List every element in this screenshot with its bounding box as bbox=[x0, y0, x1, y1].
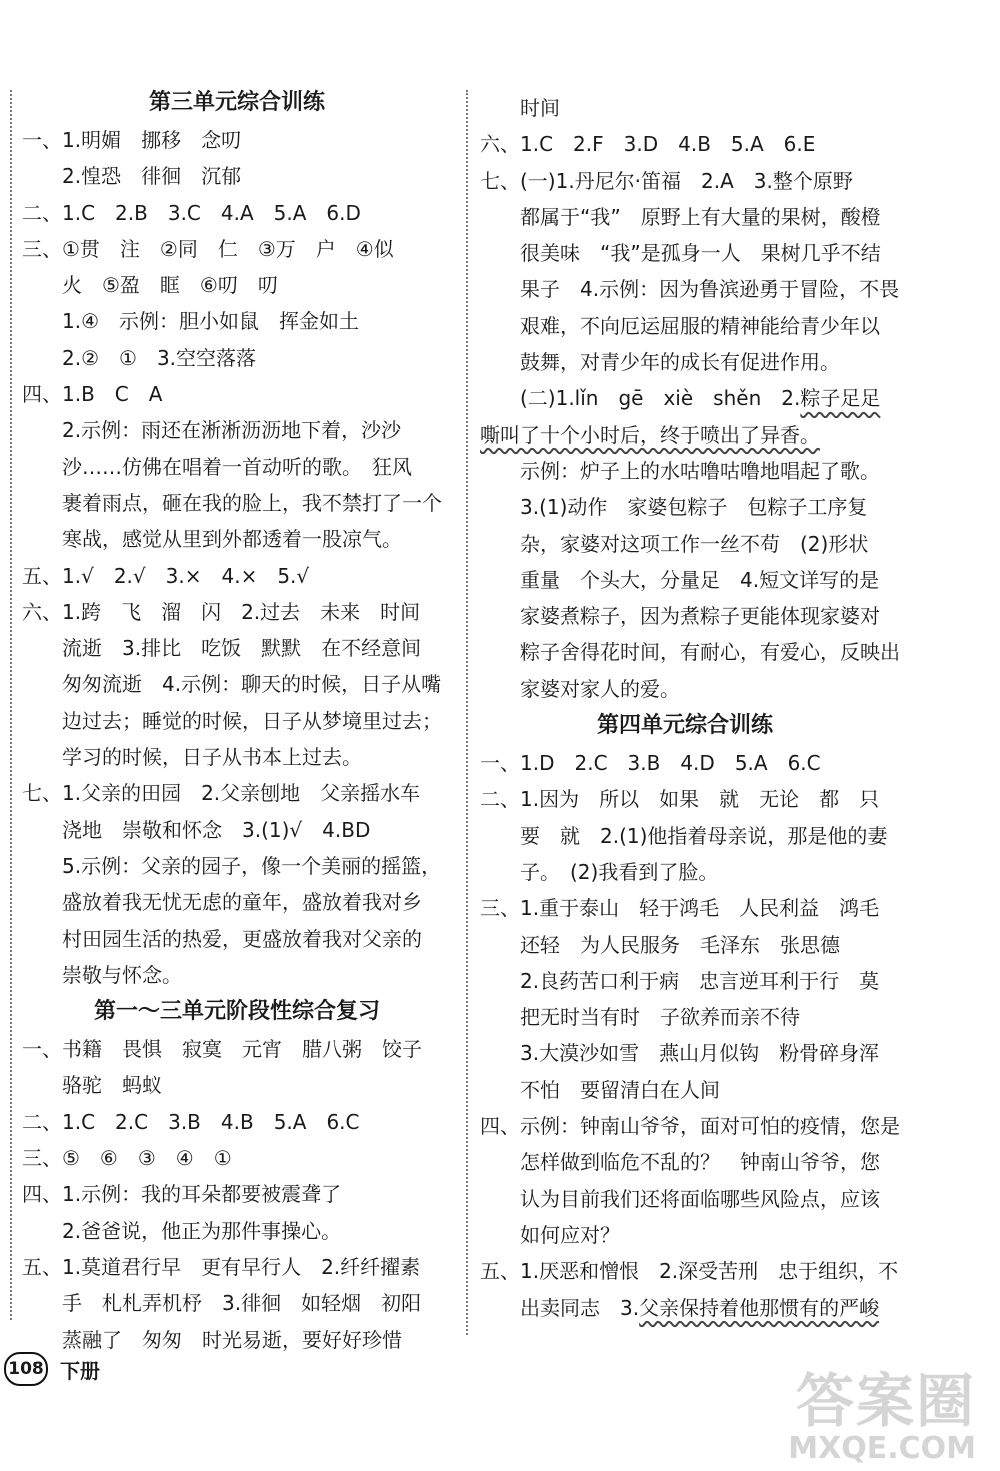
answer-line: 沙……仿佛在唱着一首动听的歌。 狂风 bbox=[22, 454, 412, 479]
answer-line: 艰难，不向厄运屈服的精神能给青少年以 bbox=[480, 313, 880, 338]
answer-line: 5.示例：父亲的园子，像一个美丽的摇篮， bbox=[22, 853, 442, 878]
left-column bbox=[22, 84, 452, 1358]
watermark-sub: MXQE.COM bbox=[788, 1431, 976, 1466]
unit3-answers bbox=[22, 122, 452, 993]
answer-line: 边过去；睡觉的时候，日子从梦境里过去； bbox=[22, 708, 442, 733]
answer-line: 认为目前我们还将面临哪些风险点，应该 bbox=[480, 1186, 880, 1211]
answer-line: 2.良药苦口利于病 忠言逆耳利于行 莫 bbox=[480, 968, 880, 993]
answer-line: 还轻 为人民服务 毛泽东 张思德 bbox=[480, 932, 840, 957]
answer-line: 七、(一)1.丹尼尔·笛福 2.A 3.整个原野 bbox=[480, 168, 853, 193]
answer-line: 五、1.莫道君行早 更有早行人 2.纤纤擢素 bbox=[22, 1254, 421, 1279]
answer-line: 四、1.示例：我的耳朵都要被震聋了 bbox=[22, 1182, 342, 1207]
part2-line bbox=[480, 380, 890, 416]
review-answers bbox=[22, 1031, 452, 1358]
answer-line: 流逝 3.排比 吃饭 默默 在不经意间 bbox=[22, 636, 422, 661]
unit4-last-prefix: 出卖同志 3. bbox=[480, 1295, 640, 1320]
answer-line: 不怕 要留清白在人间 bbox=[480, 1077, 720, 1102]
wavy-underlined-text: 嘶叫了十个小时后，终于喷出了异香。 bbox=[480, 422, 820, 447]
answer-line: 寒战，感觉从里到外都透着一股凉气。 bbox=[22, 527, 402, 552]
answer-line: 崇敬与怀念。 bbox=[22, 962, 182, 987]
wavy-underlined-text: 父亲保持着他那惯有的严峻 bbox=[639, 1295, 880, 1320]
unit2-continued-answers bbox=[480, 90, 900, 380]
answer-line: 一、1.明媚 挪移 念叨 bbox=[22, 128, 242, 152]
unit4-title: 第四单元综合训练 bbox=[596, 713, 773, 739]
answer-line: 要 就 2.(1)他指着母亲说，那是他的妻 bbox=[480, 823, 888, 848]
answer-line: 六、1.C 2.F 3.D 4.B 5.A 6.E bbox=[480, 132, 816, 157]
answer-line: 家婆对家人的爱。 bbox=[480, 676, 680, 701]
answer-line: 2.爸爸说，他正为那件事操心。 bbox=[22, 1218, 342, 1243]
answer-line: 二、1.C 2.C 3.B 4.B 5.A 6.C bbox=[22, 1109, 360, 1134]
review-title: 第一～三单元阶段性综合复习 bbox=[93, 999, 380, 1025]
answer-line: 五、1.厌恶和憎恨 2.深受苦刑 忠于组织，不 bbox=[480, 1259, 899, 1284]
answer-line: 把无时当有时 子欲养而亲不待 bbox=[480, 1005, 800, 1030]
answer-line: 二、1.因为 所以 如果 就 无论 都 只 bbox=[480, 787, 880, 812]
page-number-badge: 108 bbox=[4, 1352, 48, 1386]
answer-line: 四、示例：钟南山爷爷，面对可怕的疫情，您是 bbox=[480, 1114, 900, 1139]
answer-line: 粽子舍得花时间，有耐心，有爱心，反映出 bbox=[480, 640, 900, 665]
right-column bbox=[480, 90, 900, 1326]
answer-line: 3.(1)动作 家婆包粽子 包粽子工序复 bbox=[480, 495, 868, 520]
answer-line: 2.示例：雨还在淅淅沥沥地下着，沙沙 bbox=[22, 418, 402, 443]
left-margin-rule bbox=[10, 90, 12, 1320]
wavy-underlined-text: 粽子足足 bbox=[800, 386, 881, 411]
answer-line: 四、1.B C A bbox=[22, 382, 163, 407]
unit4-last-line bbox=[480, 1290, 890, 1326]
watermark-main: 答案圈 bbox=[795, 1367, 976, 1435]
answer-line: 如何应对？ bbox=[480, 1222, 620, 1247]
answer-line: 二、1.C 2.B 3.C 4.A 5.A 6.D bbox=[22, 200, 361, 225]
answer-line: 六、1.跨 飞 溜 闪 2.过去 未来 时间 bbox=[22, 599, 421, 624]
answer-line: 2.② ① 3.空空落落 bbox=[22, 345, 257, 370]
answer-line: 三、1.重于泰山 轻于鸿毛 人民利益 鸿毛 bbox=[480, 896, 880, 921]
answer-line: 蒸融了 匆匆 时光易逝，要好好珍惜 bbox=[22, 1327, 402, 1352]
answer-line: 1.④ 示例：胆小如鼠 挥金如土 bbox=[22, 309, 360, 334]
answer-line: 果子 4.示例：因为鲁滨逊勇于冒险，不畏 bbox=[480, 277, 900, 302]
watermark-logo bbox=[788, 1369, 976, 1465]
volume-label: 下册 bbox=[60, 1358, 100, 1383]
answer-line: 杂，家婆对这项工作一丝不苟 (2)形状 bbox=[480, 531, 869, 556]
unit4-answers bbox=[480, 745, 900, 1289]
answer-line: 示例：炉子上的水咕噜咕噜地唱起了歌。 bbox=[480, 458, 880, 483]
answer-line: 一、书籍 畏惧 寂寞 元宵 腊八粥 饺子 bbox=[22, 1037, 422, 1062]
answer-line: 五、1.√ 2.√ 3.× 4.× 5.√ bbox=[22, 563, 310, 588]
unit3-title: 第三单元综合训练 bbox=[148, 90, 325, 115]
answer-line: 子。 (2)我看到了脸。 bbox=[480, 859, 719, 884]
answer-line: 火 ⑤盈 眶 ⑥叨 叨 bbox=[22, 273, 278, 298]
answer-line: 3.大漠沙如雪 燕山月似钩 粉骨碎身浑 bbox=[480, 1041, 880, 1066]
answer-line: 匆匆流逝 4.示例：聊天的时候，日子从嘴 bbox=[22, 672, 442, 697]
answer-line: 手 札札弄机杼 3.徘徊 如轻烟 初阳 bbox=[22, 1291, 422, 1316]
answer-line: 学习的时候，日子从书本上过去。 bbox=[22, 745, 362, 770]
answer-line: 时间 bbox=[480, 96, 560, 120]
answer-line: 裹着雨点，砸在我的脸上，我不禁打了一个 bbox=[22, 490, 442, 515]
part2-prefix: (二)1.lǐn gē xiè shěn 2. bbox=[480, 386, 801, 411]
answer-line: 2.惶恐 徘徊 沉郁 bbox=[22, 164, 242, 189]
answer-line: 一、1.D 2.C 3.B 4.D 5.A 6.C bbox=[480, 751, 821, 776]
answer-line: 很美味 “我”是孤身一人 果树几乎不结 bbox=[480, 241, 881, 266]
answer-line: 家婆煮粽子，因为煮粽子更能体现家婆对 bbox=[480, 604, 880, 629]
answer-line: 怎样做到临危不乱的？ 钟南山爷爷，您 bbox=[480, 1150, 880, 1175]
part2-answers bbox=[480, 453, 900, 707]
column-divider bbox=[466, 90, 468, 1335]
part2-wavy-line bbox=[480, 417, 890, 453]
answer-line: 七、1.父亲的田园 2.父亲刨地 父亲摇水车 bbox=[22, 781, 421, 806]
answer-line: 村田园生活的热爱，更盛放着我对父亲的 bbox=[22, 926, 422, 951]
answer-line: 盛放着我无忧无虑的童年，盛放着我对乡 bbox=[22, 890, 422, 915]
answer-line: 重量 个头大，分量足 4.短文详写的是 bbox=[480, 567, 880, 592]
answer-line: 三、①贯 注 ②同 仁 ③万 户 ④似 bbox=[22, 236, 394, 261]
answer-line: 都属于“我” 原野上有大量的果树，酸橙 bbox=[480, 204, 881, 229]
answer-line: 骆驼 蚂蚁 bbox=[22, 1073, 162, 1098]
page-footer bbox=[4, 1352, 100, 1386]
answer-line: 浇地 崇敬和怀念 3.(1)√ 4.BD bbox=[22, 817, 371, 842]
answer-line: 鼓舞，对青少年的成长有促进作用。 bbox=[480, 350, 840, 375]
answer-line: 三、⑤ ⑥ ③ ④ ① bbox=[22, 1146, 232, 1171]
